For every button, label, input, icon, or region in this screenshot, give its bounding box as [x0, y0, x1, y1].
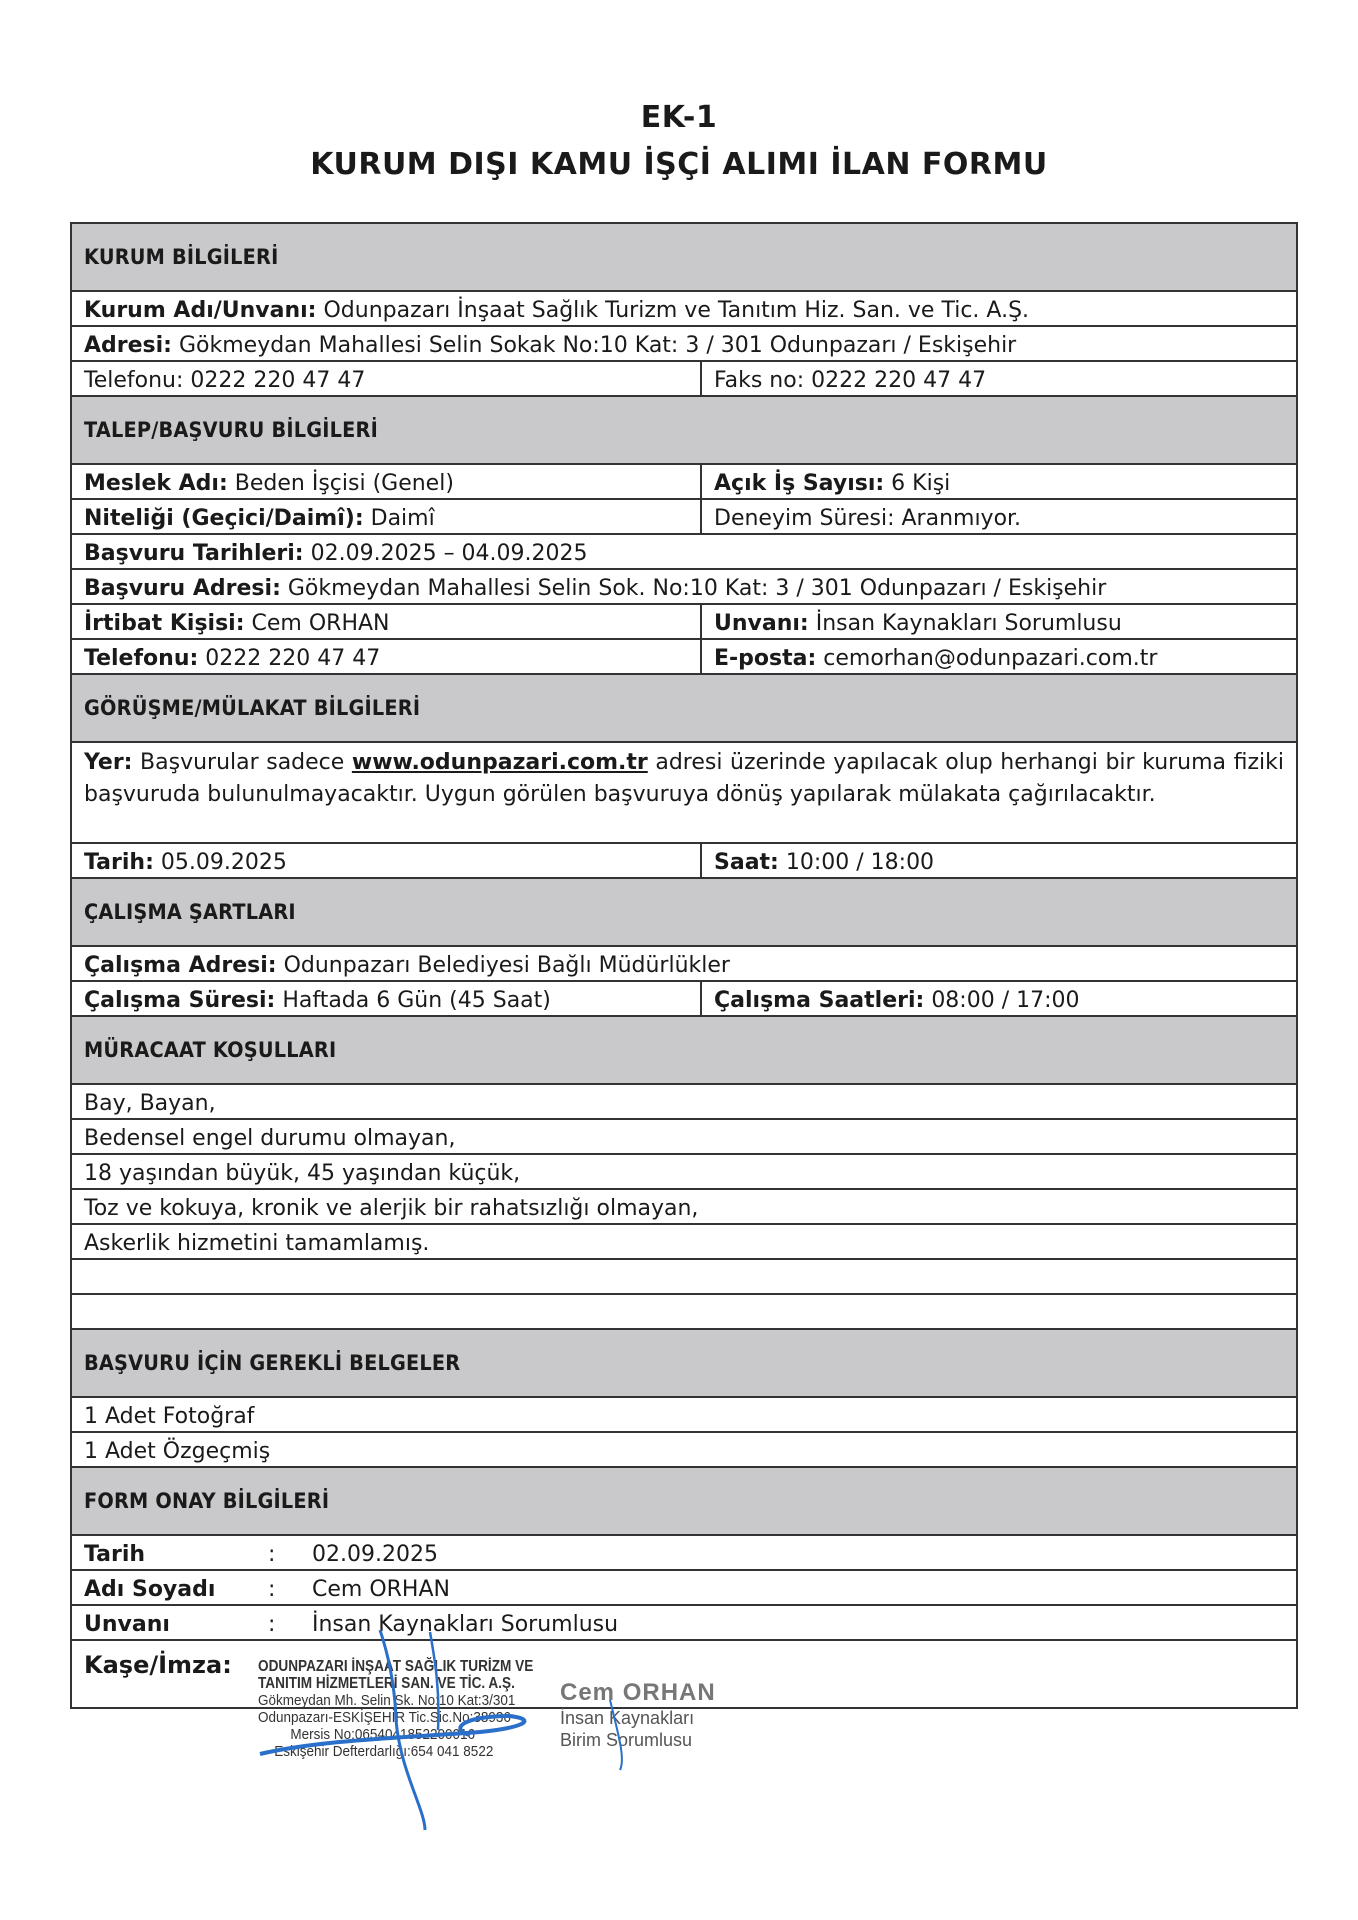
section-title: MÜRACAAT KOŞULLARI: [84, 1038, 337, 1062]
stamp-line: ODUNPAZARI İNŞAAT SAĞLIK TURİZM VE: [258, 1658, 534, 1675]
label: E-posta:: [714, 646, 817, 671]
section-title: FORM ONAY BİLGİLERİ: [84, 1489, 330, 1513]
kurum-fax: Faks no: 0222 220 47 47: [714, 368, 987, 393]
condition: Toz ve kokuya, kronik ve alerjik bir rahatsızlığı olmayan,: [84, 1196, 699, 1221]
label: Meslek Adı:: [84, 471, 228, 496]
label: Saat:: [714, 850, 779, 875]
colon: :: [268, 1577, 276, 1602]
kurum-name: Odunpazarı İnşaat Sağlık Turizm ve Tanıtım Hiz. San. ve Tic. A.Ş.: [323, 298, 1030, 323]
yer-text: adresi üzerinde yapılacak olup herhangi bir kuruma fiziki başvuruda bulunulmayacaktır. Uygun görülen başvuruya dönüş yapılarak mülakata çağırılacaktır.: [84, 750, 1284, 807]
section-title: GÖRÜŞME/MÜLAKAT BİLGİLERİ: [84, 696, 421, 720]
signature-icon: [200, 1620, 700, 1840]
yer-text: Başvurular sadece: [140, 750, 345, 775]
label: Çalışma Saatleri:: [714, 988, 925, 1013]
onay-tarih: 02.09.2025: [312, 1542, 438, 1567]
nitelik-row: [72, 500, 1296, 535]
calisma-sure-row: [72, 982, 1296, 1017]
kurum-address: Gökmeydan Mahallesi Selin Sokak No:10 Kat: 3 / 301 Odunpazarı / Eskişehir: [178, 333, 1017, 358]
basvuru-adres-row: [72, 570, 1296, 605]
gorusme-tarih-row: [72, 844, 1296, 879]
talep-tel-row: [72, 640, 1296, 675]
list-item: [72, 1225, 1296, 1260]
label: Başvuru Adresi:: [84, 576, 281, 601]
document: 1 Adet Özgeçmiş: [84, 1439, 271, 1464]
stamp-line: Mersis No:0654041852200016: [290, 1726, 476, 1743]
label: Kurum Adı/Unvanı:: [84, 298, 317, 323]
stamp-line: TANITIM HİZMETLERİ SAN. VE TİC. A.Ş.: [258, 1675, 515, 1692]
label: Çalışma Süresi:: [84, 988, 276, 1013]
kurum-phone: Telefonu: 0222 220 47 47: [84, 368, 366, 393]
gorusme-saat: 10:00 / 18:00: [785, 850, 935, 875]
label: Niteliği (Geçici/Daimî):: [84, 506, 364, 531]
section-kurum: [72, 224, 1296, 292]
onay-ad-row: [72, 1571, 1296, 1606]
list-item: [72, 1398, 1296, 1433]
meslek-row: [72, 465, 1296, 500]
onay-tarih-row: [72, 1536, 1296, 1571]
list-item: [72, 1120, 1296, 1155]
telefon: 0222 220 47 47: [205, 646, 381, 671]
calisma-adres-row: [72, 947, 1296, 982]
kurum-phone-row: [72, 362, 1296, 397]
form-code: EK-1: [640, 100, 718, 135]
section-title: KURUM BİLGİLERİ: [84, 245, 279, 269]
kurum-address-row: [72, 327, 1296, 362]
calisma-adres: Odunpazarı Belediyesi Bağlı Müdürlükler: [283, 953, 730, 978]
deneyim: Deneyim Süresi: Aranmıyor.: [714, 506, 1022, 531]
section-muracaat: [72, 1017, 1296, 1085]
basvuru-adres: Gökmeydan Mahallesi Selin Sok. No:10 Kat: 3 / 301 Odunpazarı / Eskişehir: [287, 576, 1107, 601]
empty-row: [72, 1295, 1296, 1330]
document: 1 Adet Fotoğraf: [84, 1404, 255, 1429]
label: İrtibat Kişisi:: [84, 611, 245, 636]
nitelik: Daimî: [370, 506, 435, 531]
basvuru-tarih-row: [72, 535, 1296, 570]
calisma-sure: Haftada 6 Gün (45 Saat): [282, 988, 551, 1013]
label: Tarih:: [84, 850, 154, 875]
form-title: KURUM DIŞI KAMU İŞÇİ ALIMI İLAN FORMU: [310, 147, 1048, 182]
section-belgeler: [72, 1330, 1296, 1398]
label: Adresi:: [84, 333, 172, 358]
condition: Bay, Bayan,: [84, 1091, 216, 1116]
yer-row: [72, 743, 1296, 844]
label: Unvanı:: [714, 611, 809, 636]
section-title: ÇALIŞMA ŞARTLARI: [84, 900, 296, 924]
stamp-line: Eskişehir Defterdarlığı:654 041 8522: [274, 1743, 494, 1760]
stamp-title: İnsan Kaynakları: [560, 1708, 695, 1728]
list-item: [72, 1190, 1296, 1225]
stamp-title: Birim Sorumlusu: [560, 1730, 693, 1750]
section-calisma: [72, 879, 1296, 947]
label: Adı Soyadı: [84, 1577, 216, 1602]
list-item: [72, 1155, 1296, 1190]
irtibat-row: [72, 605, 1296, 640]
stamp-name: Cem ORHAN: [560, 1679, 716, 1706]
list-item: [72, 1085, 1296, 1120]
section-gorusme: [72, 675, 1296, 743]
acik-is: 6 Kişi: [891, 471, 951, 496]
eposta[interactable]: cemorhan@odunpazari.com.tr: [823, 646, 1158, 671]
colon: :: [268, 1542, 276, 1567]
label: Başvuru Tarihleri:: [84, 541, 304, 566]
basvuru-tarih: 02.09.2025 – 04.09.2025: [310, 541, 588, 566]
website-link[interactable]: www.odunpazari.com.tr: [351, 750, 648, 775]
label: Unvanı: [84, 1612, 170, 1637]
kurum-name-row: [72, 292, 1296, 327]
colon: :: [268, 1612, 276, 1637]
section-title: BAŞVURU İÇİN GEREKLİ BELGELER: [84, 1351, 461, 1375]
condition: 18 yaşından büyük, 45 yaşından küçük,: [84, 1161, 521, 1186]
label: Telefonu:: [84, 646, 199, 671]
list-item: [72, 1433, 1296, 1468]
label: Çalışma Adresi:: [84, 953, 277, 978]
empty-row: [72, 1260, 1296, 1295]
label: Açık İş Sayısı:: [714, 471, 885, 496]
gorusme-tarih: 05.09.2025: [160, 850, 287, 875]
irtibat: Cem ORHAN: [251, 611, 390, 636]
stamp-line: Gökmeydan Mh. Selin Sk. No:10 Kat:3/301: [258, 1692, 516, 1709]
calisma-saat: 08:00 / 17:00: [931, 988, 1080, 1013]
onay-unvan: İnsan Kaynakları Sorumlusu: [312, 1612, 619, 1637]
condition: Askerlik hizmetini tamamlamış.: [84, 1231, 430, 1256]
stamp-line: Odunpazarı-ESKİŞEHİR Tic.Sic.No:38936: [258, 1709, 511, 1726]
meslek: Beden İşçisi (Genel): [234, 471, 454, 496]
condition: Bedensel engel durumu olmayan,: [84, 1126, 456, 1151]
section-onay: [72, 1468, 1296, 1536]
unvan: İnsan Kaynakları Sorumlusu: [815, 611, 1122, 636]
label: Tarih: [84, 1542, 146, 1567]
section-talep: [72, 397, 1296, 465]
form-table: [70, 222, 1298, 1709]
onay-ad: Cem ORHAN: [312, 1577, 450, 1602]
kase-label: Kaşe/İmza:: [84, 1651, 232, 1679]
label: Yer:: [84, 750, 133, 775]
section-title: TALEP/BAŞVURU BİLGİLERİ: [84, 418, 378, 442]
